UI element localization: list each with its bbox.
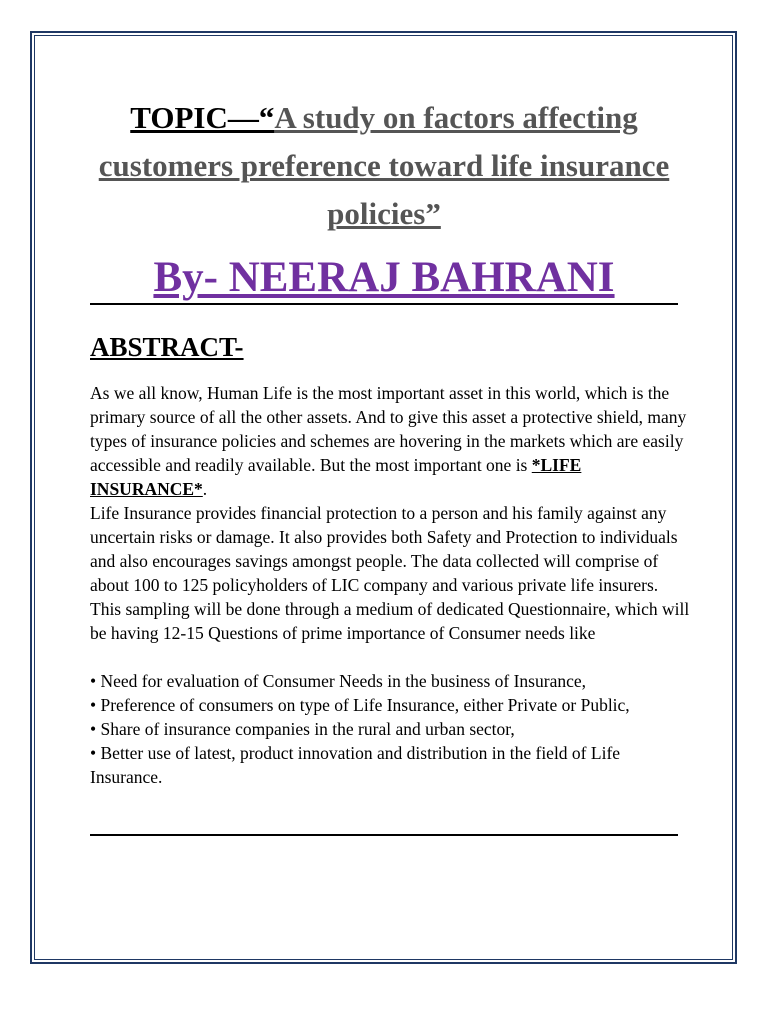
title-text: A study on factors affecting customers preference toward life insurance policies” — [98, 100, 670, 231]
p1-text-after: . — [202, 479, 208, 499]
abstract-heading: ABSTRACT- — [90, 332, 244, 362]
list-item: • Better use of latest, product innovation and distribution in the field of Life Insurance. — [90, 743, 621, 787]
list-item: • Need for evaluation of Consumer Needs in the business of Insurance, — [90, 671, 586, 691]
author-line: By- NEERAJ BAHRANI — [153, 254, 615, 301]
divider-top — [90, 303, 678, 305]
document-title — [80, 94, 688, 238]
abstract-paragraph-2: Life Insurance provides financial protection to a person and his family against any uncertain risks or damage. It also provides both Safety and Protection to individuals and also encourages savings amongst people. The data collected will comprise of about 100 to 125 policyholders of LIC company and various private life insurers. This sampling will be done through a medium of dedicated Questionnaire, which will be having 12-15 Questions of prime importance of Consumer needs like — [90, 503, 690, 643]
p1-text-before: As we all know, Human Life is the most important asset in this world, which is the primary source of all the other assets. And to give this asset a protective shield, many types of insurance policies and schemes are hovering in the markets which are easily accessible and readily available. But the most important one is — [90, 383, 687, 475]
title-lead: TOPIC—“ — [130, 100, 275, 135]
list-item: • Share of insurance companies in the rural and urban sector, — [90, 719, 515, 739]
life-insurance-highlight: *LIFE INSURANCE* — [90, 455, 582, 499]
abstract-paragraph-1 — [90, 381, 690, 501]
divider-bottom — [90, 834, 678, 836]
abstract-body — [90, 381, 690, 789]
list-item: • Preference of consumers on type of Life Insurance, either Private or Public, — [90, 695, 630, 715]
needs-list — [90, 669, 690, 789]
